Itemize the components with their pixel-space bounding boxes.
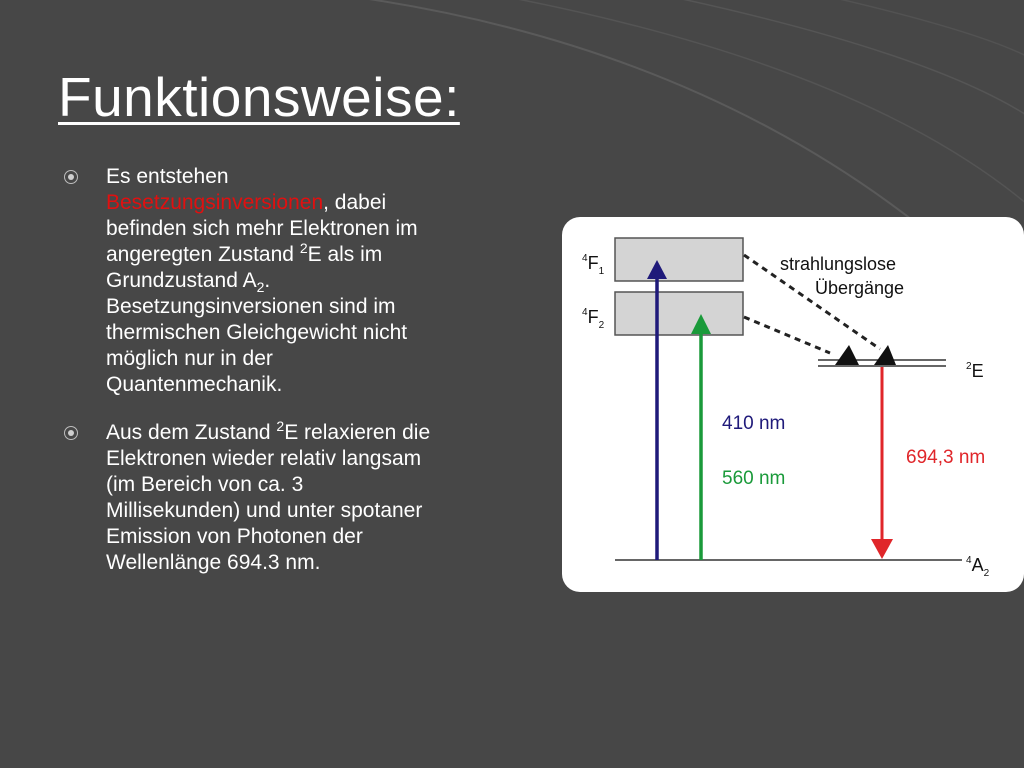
arrow-694nm-head xyxy=(871,539,893,559)
text-segment: Es entstehen xyxy=(106,165,229,188)
superscript: 2 xyxy=(299,240,308,256)
band-4f1 xyxy=(615,238,743,281)
label-4f1: $^4F_1$ xyxy=(582,253,605,277)
subscript: 2 xyxy=(256,279,265,296)
text-segment: E relaxieren die Elektronen wieder relativ langsam (im Bereich von ca. 3 Millisekunden) und unter spotaner Emission von Photonen der Wellenlänge 694.3 nm. xyxy=(106,421,431,574)
wavelength-560: 560 nm xyxy=(722,468,786,489)
dashed-head-f2 xyxy=(835,345,859,365)
annotation-line-1: strahlungslose xyxy=(780,254,897,274)
annotation-line-2: Übergänge xyxy=(815,278,905,298)
dashed-head-f1 xyxy=(874,345,896,365)
text-segment: , dabei befinden sich mehr Elektronen im angeregten Zustand xyxy=(106,191,418,266)
wavelength-410: 410 nm xyxy=(722,413,786,434)
circle-bullet-icon xyxy=(64,426,78,440)
superscript: 2 xyxy=(276,418,285,434)
bullet-item xyxy=(60,420,440,576)
slide-title: Funktionsweise: xyxy=(58,66,460,128)
text-segment: E als im Grundzustand A xyxy=(106,243,383,292)
dashed-transition-f2 xyxy=(744,317,830,353)
band-4f2 xyxy=(615,292,743,335)
label-4f2: $^4F_2$ xyxy=(582,307,605,331)
diagram-svg xyxy=(562,217,1024,592)
bullet-list xyxy=(60,164,440,576)
label-4a2: $^4A_2$ xyxy=(966,555,990,579)
bullet-item xyxy=(60,164,440,398)
text-segment: Aus dem Zustand xyxy=(106,421,277,444)
bullet-text xyxy=(106,418,431,574)
energy-level-diagram xyxy=(562,217,1024,592)
label-2e: $^2$E xyxy=(966,361,984,381)
text-segment: . Besetzungsinversionen sind im thermischen Gleichgewicht nicht möglich nur in der Quantenmechanik. xyxy=(106,269,408,396)
bullet-text xyxy=(106,165,418,396)
highlighted-term: Besetzungsinversionen xyxy=(106,191,324,214)
circle-bullet-icon xyxy=(64,170,78,184)
wavelength-694: 694,3 nm xyxy=(906,447,986,468)
